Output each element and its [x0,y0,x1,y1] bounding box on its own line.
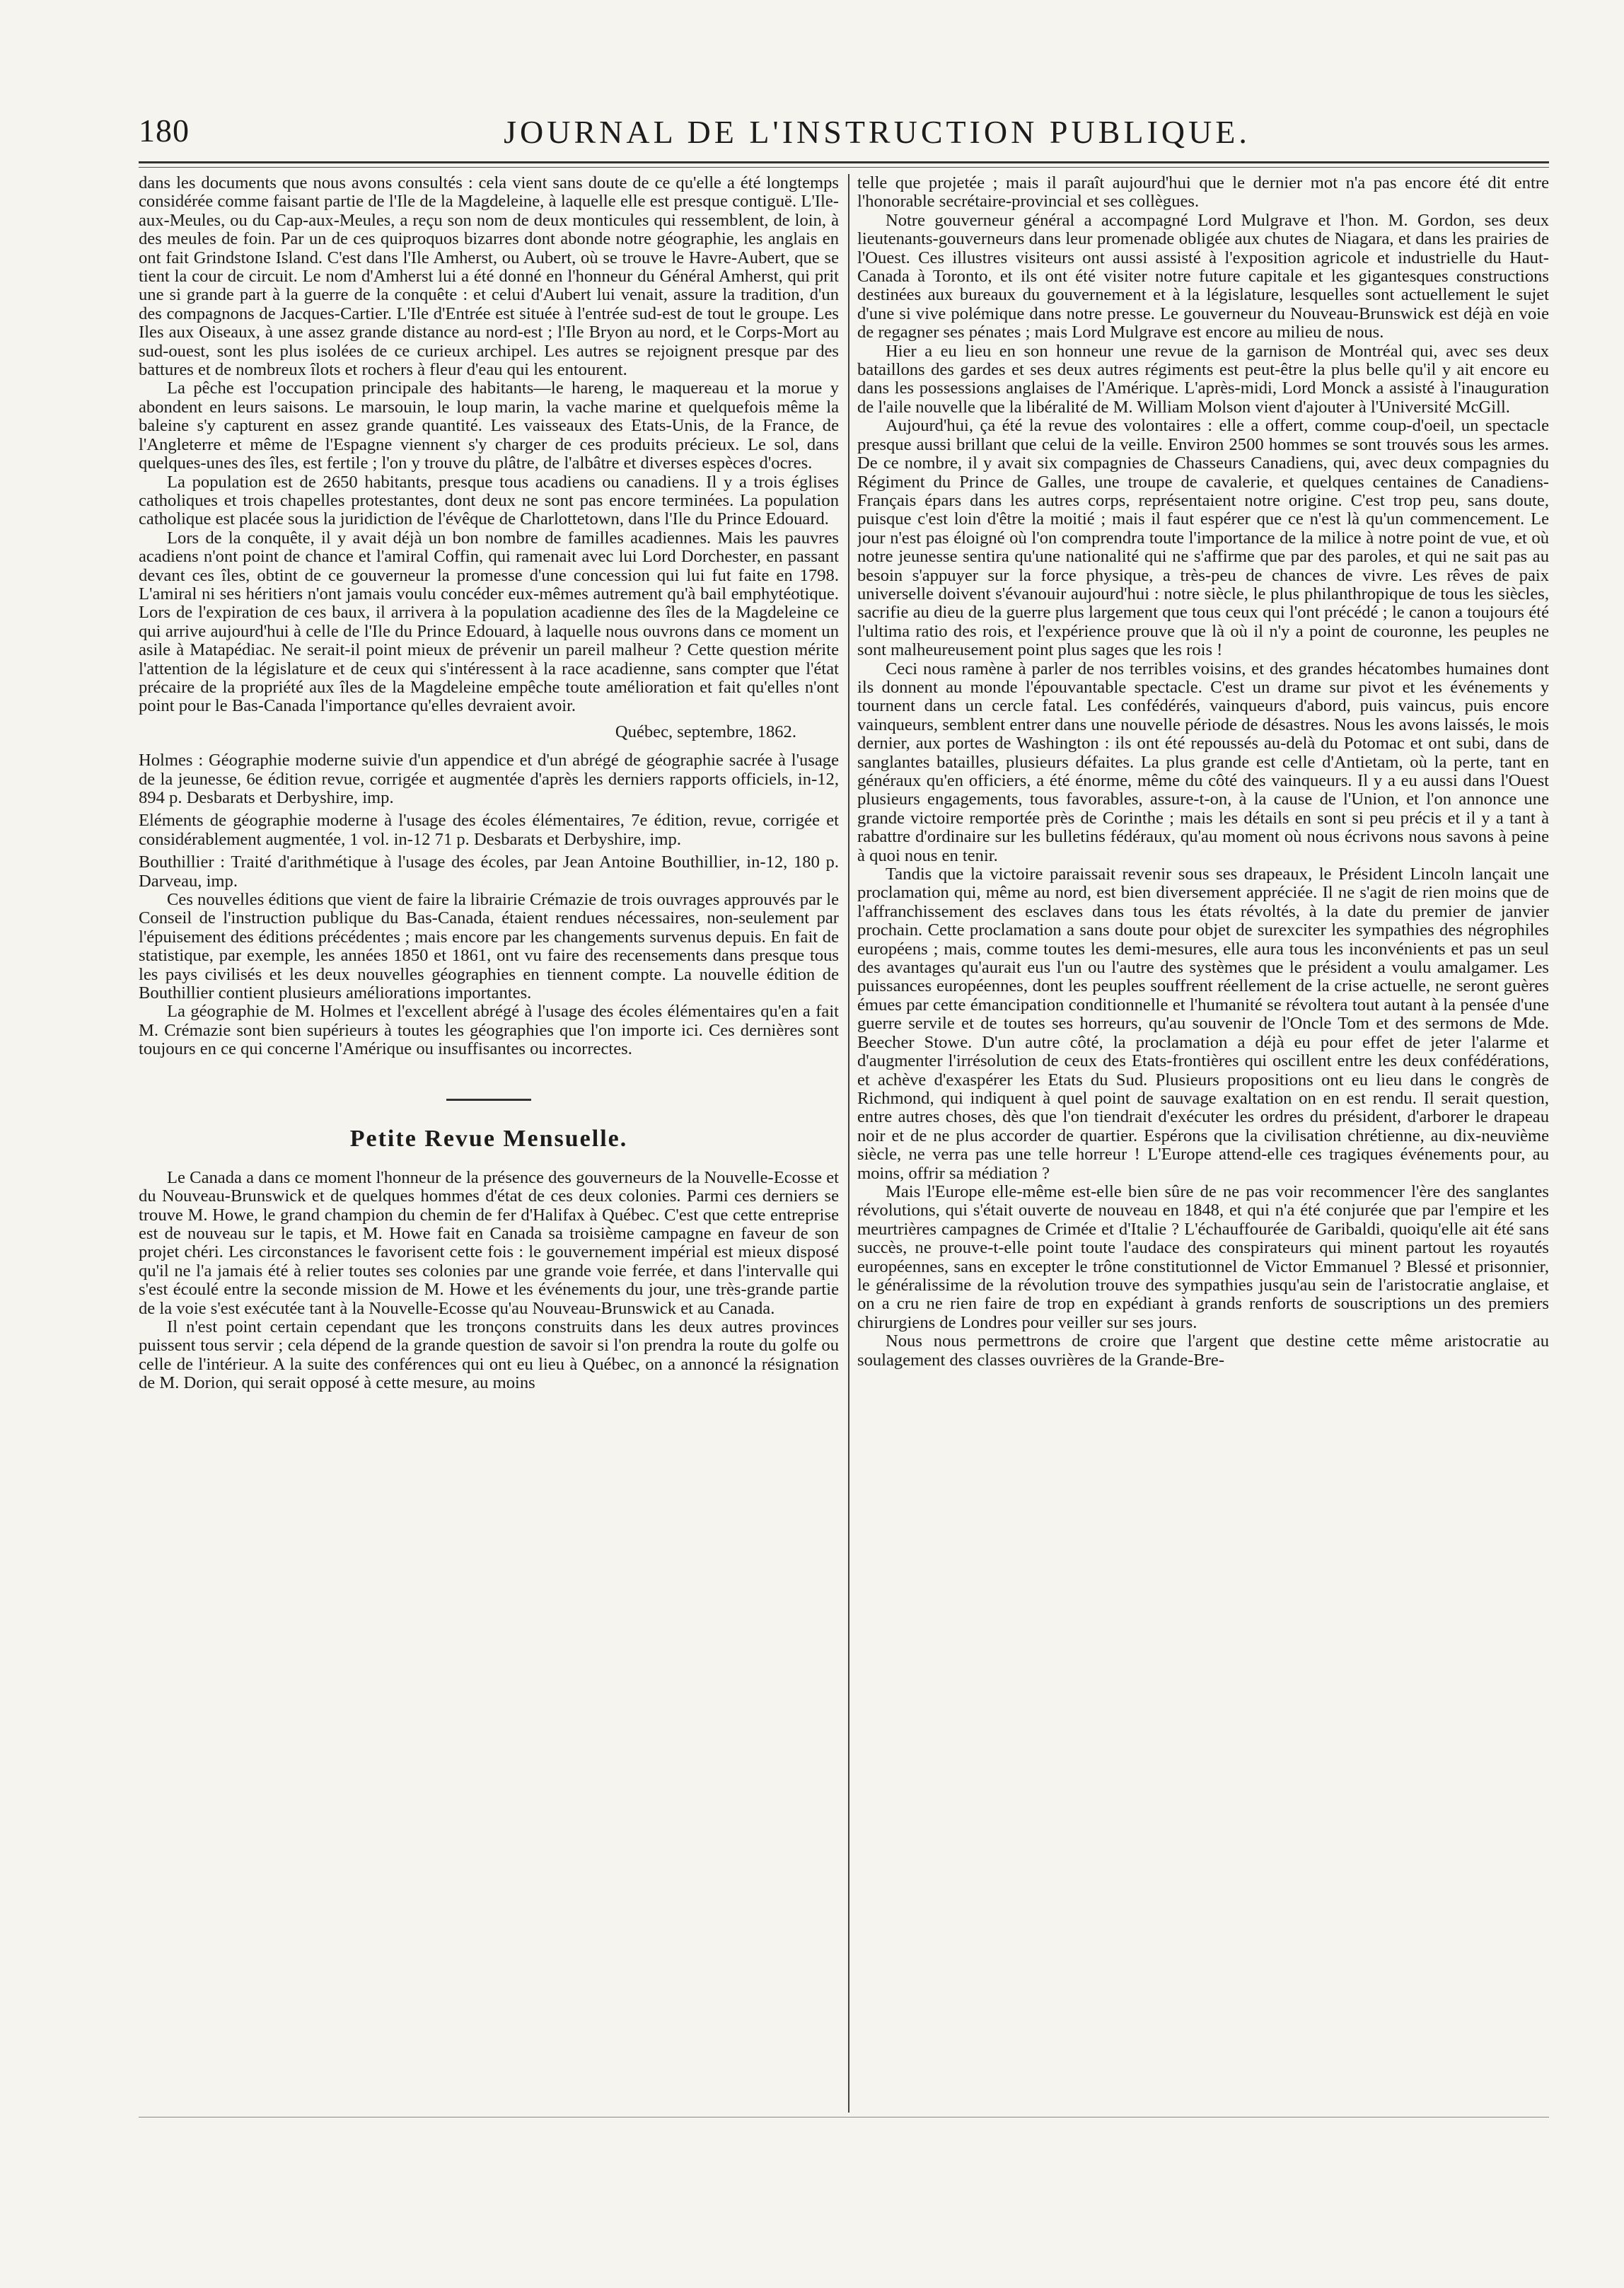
article-paragraph: Lors de la conquête, il y avait déjà un bon nombre de familles acadiennes. Mais les pauvres acadiens n'ont point de chance et l'amiral Coffin, qui ramenait avec lui Lord Dorchester, en passant devant ces îles, obtint de ce gouverneur la promesse d'une concession qui lui fut faite en 1798. L'amiral ni ses héritiers n'ont jamais voulu concéder eux-mêmes autrement qu'à bail emphytéotique. Lors de l'expiration de ces baux, il arrivera à la population acadienne des îles de la Magdeleine ce qui arrive aujourd'hui à celle de l'Ile du Prince Edouard, à laquelle nous ouvrons dans ce moment un asile à Matapédiac. Ne serait-il point mieux de prévenir un pareil malheur ? Cette question mérite l'attention de la législature et de ceux qui s'intéressent à la race acadienne, sans compter que l'état précaire de la propriété aux îles de la Magdeleine empêche toute amélioration et fait qu'elles n'ont point pour le Bas-Canada l'importance qu'elles devraient avoir. [139,528,839,716]
revue-paragraph: Le Canada a dans ce moment l'honneur de la présence des gouverneurs de la Nouvelle-Ecosse et du Nouveau-Brunswick et de quelques hommes d'état de ces deux colonies. Parmi ces derniers se trouve M. Howe, le grand champion du chemin de fer d'Halifax à Québec. C'est que cette entreprise est de nouveau sur le tapis, et M. Howe fait en Canada sa troisième campagne en faveur de son projet chéri. Les circonstances le favorisent cette fois : le gouvernement impérial est mieux disposé qu'il ne l'a jamais été à relier toutes ses colonies par une grande voie ferrée, et dans l'intervalle qui s'est écoulé entre la seconde mission de M. Howe et les événements du jour, une très-grande partie de la voie s'est exécutée tant à la Nouvelle-Ecosse qu'au Nouveau-Brunswick et au Canada. [139,1167,839,1318]
section-divider [446,1099,531,1101]
revue-paragraph: Il n'est point certain cependant que les tronçons construits dans les deux autres provinces puissent tous servir ; cela dépend de la grande question de savoir si l'on prendra la route du golfe ou celle de l'intérieur. A la suite des conférences qui ont eu lieu à Québec, on a annoncé la résignation de M. Dorion, qui serait opposé à cette mesure, au moins [139,1317,839,1393]
book-review-paragraph: La géographie de M. Holmes et l'excellent abrégé à l'usage des écoles élémentaires qu'en a fait M. Crémazie sont bien supérieurs à toutes les géographies que l'on importe ici. Ces dernières sont toujours en ce qui concerne l'Amérique ou insuffisantes ou incorrectes. [139,1002,839,1059]
revue-paragraph: telle que projetée ; mais il paraît aujourd'hui que le dernier mot n'a pas encore été dit entre l'honorable secrétaire-provincial et ses collègues. [857,174,1549,212]
revue-paragraph: Hier a eu lieu en son honneur une revue de la garnison de Montréal qui, avec ses deux bataillons des gardes et ses deux autres régiments est peut-être la plus belle qu'il y ait encore eu dans les possessions anglaises de l'Amérique. L'après-midi, Lord Monck a assisté à l'inauguration de l'aile nouvelle que la libéralité de M. William Molson vient d'ajouter à l'Université McGill. [857,341,1549,417]
article-paragraph: La population est de 2650 habitants, presque tous acadiens ou canadiens. Il y a trois églises catholiques et trois chapelles protestantes, dont deux ne sont pas encore terminées. La population catholique est placée sous la juridiction de l'évêque de Charlottetown, dans l'Ile du Prince Edouard. [139,472,839,529]
revue-paragraph: Tandis que la victoire paraissait revenir sous ses drapeaux, le Président Lincoln lançait une proclamation qui, même au nord, est bien diversement appréciée. Il ne s'agit de rien moins que de l'affranchissement des esclaves dans tous les états révoltés, à la date du premier de janvier prochain. Cette proclamation a sans doute pour objet de surexciter les sympathies des négrophiles européens ; mais, comme toutes les demi-mesures, elle aura tous les inconvénients et pas un seul des avantages qu'aurait eus l'un ou l'autre des systèmes que le président a voulu amalgamer. Les puissances européennes, dont les peuples souffrent réellement de la crise actuelle, ne seront guères émues par cette émancipation conditionnelle et l'humanité se révoltera tout autant à la pensée d'une guerre servile et de toutes ses horreurs, qu'au souvenir de l'Oncle Tom et des sermons de Mde. Beecher Stowe. D'un autre côté, la proclamation a déjà eu pour effet de jeter l'alarme et d'augmenter l'irrésolution de ceux des Etats-frontières qui oscillent entre les deux confédérations, et achève d'exaspérer les Etats du Sud. Plusieurs propositions ont eu lieu dans le congrès de Richmond, qui indiquent à quel point de sauvage exaltation on en est rendu. Il serait question, entre autres choses, dès que l'on tiendrait d'exécuter les ordres du président, d'arborer le drapeau noir et de ne plus accorder de quartier. Espérons que la civilisation chrétienne, au dix-neuvième siècle, ne verra pas une telle horreur ! L'Europe attend-elle ces tragiques événements pour, au moins, offrir sa médiation ? [857,865,1549,1183]
book-notice: Eléments de géographie moderne à l'usage des écoles élémentaires, 7e édition, revue, corrigée et considérablement augmentée, 1 vol. in-12 71 p. Desbarats et Derbyshire, imp. [139,811,839,849]
revue-paragraph: Nous nous permettrons de croire que l'argent que destine cette même aristocratie au soulagement des classes ouvrières de la Grande-Bre- [857,1331,1549,1370]
article-paragraph: La pêche est l'occupation principale des habitants—le hareng, le maquereau et la morue y abondent en leurs saisons. Le marsouin, le loup marin, la vache marine et quelquefois même la baleine s'y capturent en assez grande quantité. Les vaisseaux des Etats-Unis, de la France, de l'Angleterre et même de l'Espagne viennent s'y charger de ces produits précieux. Le sol, dans quelques-unes des îles, est fertile ; l'on y trouve du plâtre, de l'albâtre et diverses espèces d'ocres. [139,379,839,473]
running-title: JOURNAL DE L'INSTRUCTION PUBLIQUE. [504,114,1251,150]
section-title: Petite Revue Mensuelle. [349,1125,628,1152]
article-paragraph: dans les documents que nous avons consultés : cela vient sans doute de ce qu'elle a été longtemps considérée comme faisant partie de l'Ile de la Magdeleine, à laquelle elle est presque contiguë. L'Ile-aux-Meules, ou du Cap-aux-Meules, a reçu son nom de deux monticules qui ressemblent, de loin, à des meules de foin. Par un de ces quiproquos bizarres dont abonde notre géographie, les anglais en ont fait Grindstone Island. C'est dans l'Ile Amherst, ou Aubert, où se trouve le Havre-Aubert, que se tient la cour de circuit. Le nom d'Amherst lui a été donné en l'honneur du Général Amherst, qui prit une si grande part à la guerre de la conquête : et celui d'Aubert lui venait, assure la tradition, d'un des compagnons de Jacques-Cartier. L'Ile d'Entrée est située à l'entrée sud-est de tout le groupe. Les Iles aux Oiseaux, à une assez grande distance au nord-est ; l'Ile Bryon au nord, et le Corps-Mort au sud-ouest, sont les plus isolées de ce curieux archipel. Les autres se rejoignent presque par des battures et de nombreux îlots et rochers à fleur d'eau qui les entourent. [139,174,839,380]
right-column [857,174,1549,2113]
left-column [139,174,839,2113]
column-divider [848,174,849,2113]
revue-paragraph: Notre gouverneur général a accompagné Lord Mulgrave et l'hon. M. Gordon, ses deux lieutenants-gouverneurs dans leur promenade obligée aux chutes de Niagara, et dans les prairies de l'Ouest. Ces illustres visiteurs ont aussi assisté à l'exposition agricole et industrielle du Haut-Canada à Toronto, et ils ont été visiter notre future capitale et les gigantesques constructions destinées aux bureaux du gouvernement et à la législature, lesquelles sont actuellement le sujet d'une si vive polémique dans notre presse. Le gouverneur du Nouveau-Brunswick est déjà en voie de regagner ses pénates ; mais Lord Mulgrave est encore au milieu de nous. [857,210,1549,342]
book-notice: Bouthillier : Traité d'arithmétique à l'usage des écoles, par Jean Antoine Bouthillier, in-12, 180 p. Darveau, imp. [139,853,839,891]
revue-paragraph: Aujourd'hui, ça été la revue des volontaires : elle a offert, comme coup-d'oeil, un spectacle presque aussi brillant que celui de la veille. Environ 2500 hommes se sont trouvés sous les armes. De ce nombre, il y avait six compagnies de Chasseurs Canadiens, qui, avec deux compagnies du Régiment du Prince de Galles, une troupe de cavalerie, et quelques centaines de Canadiens-Français épars dans les autres corps, représentaient notre origine. C'est trop peu, sans doute, puisque c'est loin d'être la moitié ; mais il faut espérer que ce n'est là qu'un commencement. Le jour n'est pas éloigné où l'on comprendra toute l'importance de la milice à notre point de vue, et où notre jeunesse sentira qu'une nationalité qui ne s'affirme que par des paroles, et qui ne sait pas au besoin s'appuyer sur la force physique, a très-peu de chances de vivre. Les rêves de paix universelle doivent s'évanouir aujourd'hui : notre siècle, le plus philanthropique de tous les siècles, sacrifie au dieu de la guerre plus largement que tous ceux qui l'ont précédé ; le canon a toujours été l'ultima ratio des rois, et l'expérience prouve que là où il n'y a point de couronne, les peuples ne sont malheureusement point plus sages que les rois ! [857,416,1549,660]
header-rule-thin [139,167,1549,168]
header-rule [139,161,1549,163]
book-review-paragraph: Ces nouvelles éditions que vient de faire la librairie Crémazie de trois ouvrages approuvés par le Conseil de l'instruction publique du Bas-Canada, étaient rendues nécessaires, non-seulement par l'épuisement des éditions précédentes ; mais encore par les changements survenus depuis. En fait de statistique, par exemple, les années 1850 et 1861, ont vu faire des recensements dans presque tous les pays civilisés et les deux nouvelles géographies en tiennent compte. La nouvelle édition de Bouthillier contient plusieurs améliorations importantes. [139,890,839,1003]
revue-paragraph: Ceci nous ramène à parler de nos terribles voisins, et des grandes hécatombes humaines dont ils donnent au monde l'épouvantable spectacle. C'est un drame sur pivot et les événements y tournent dans un cercle fatal. Les confédérés, vainqueurs d'abord, puis vaincus, puis encore vainqueurs, semblent entrer dans une nouvelle période de désastres. Nous les avons laissés, le mois dernier, aux portes de Washington : ils ont été repoussés au-delà du Potomac et ont subi, dans de sanglantes batailles, plusieurs défaites. La plus grande est celle d'Antietam, où la perte, tant en généraux qu'en officiers, a été énorme, même du côté des vainqueurs. Il y a eu aussi dans l'Ouest plusieurs engagements, tous favorables, assure-t-on, à la cause de l'Union, et l'on annonce une grande victoire remportée près de Corinthe ; mais les détails en sont si peu précis et il y a tant à rabattre d'ordinaire sur les bulletins fédéraux, qu'au moment où nous écrivons nous savons à peine à quoi nous en tenir. [857,659,1549,865]
revue-paragraph: Mais l'Europe elle-même est-elle bien sûre de ne pas voir recommencer l'ère des sanglantes révolutions, qui s'était ouverte de nouveau en 1848, et qui n'a été conjurée que par l'empire et les meurtrières campagnes de Crimée et d'Italie ? L'échauffourée de Garibaldi, quoiqu'elle ait été sans succès, ne prouve-t-elle point toute l'audace des conspirateurs qui minent partout les royautés européennes, sans en excepter le trône constitutionnel de Victor Emmanuel ? Blessé et prisonnier, le généralissime de la révolution trouve des sympathies jusqu'au sein de l'aristocratie anglaise, et on a cru ne rien faire de trop en expédiant à grands renforts de souscriptions un des premiers chirurgiens de Londres pour veiller sur ses jours. [857,1181,1549,1332]
book-notice: Holmes : Géographie moderne suivie d'un appendice et d'un abrégé de géographie sacrée à l'usage de la jeunesse, 6e édition revue, corrigée et augmentée d'après les derniers rapports officiels, in-12, 894 p. Desbarats et Derbyshire, imp. [139,751,839,807]
dateline: Québec, septembre, 1862. [615,722,796,741]
page-number: 180 [139,112,190,149]
